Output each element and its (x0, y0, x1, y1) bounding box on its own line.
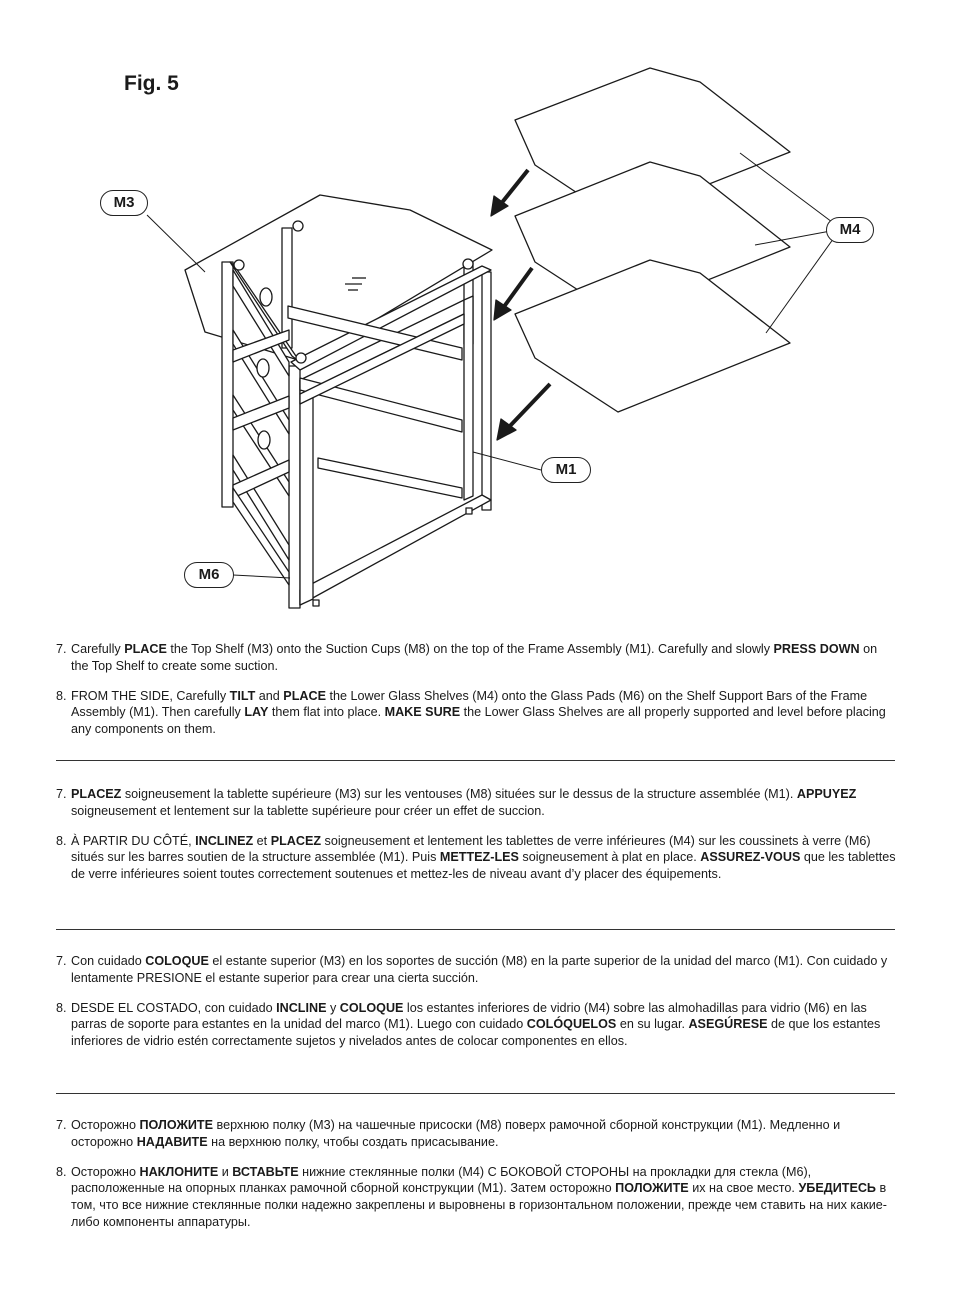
step-text: los estantes inferiores de vidrio (M4) sobre las almohadillas para vidrio (M6) en las parras de soporte para estantes en la unidad del marco (M1). Luego con cuidado (71, 1000, 867, 1032)
step-text: soigneusement la tablette supérieure (M3) sur les ventouses (M8) situées sur le dessus de la structure assemblée (M1). (121, 787, 797, 801)
step-text: Осторожно (71, 1118, 140, 1132)
step-text: на верхнюю полку, чтобы создать присасывание. (207, 1134, 499, 1149)
callout-m6: M6 (184, 562, 234, 588)
step-text: de que los estantes inferiores de vidrio estén correctamente sujetos y nivelados antes de colocar componentes en ellos. (71, 1017, 881, 1049)
step-text: Con cuidado (71, 954, 146, 968)
emphasis-text: PLACE (283, 688, 326, 703)
step-text: Осторожно (71, 1164, 140, 1179)
instruction-step (56, 1164, 896, 1231)
emphasis-text: PRESS DOWN (773, 642, 860, 656)
step-text: Carefully (71, 642, 125, 656)
instruction-step (56, 786, 896, 820)
step-number: 7. (56, 787, 67, 801)
step-text: soigneusement à plat en place. (518, 850, 701, 865)
emphasis-text: INCLINEZ (195, 833, 254, 848)
step-text: FROM THE SIDE, Carefully (71, 688, 230, 703)
instruction-step (56, 953, 896, 987)
emphasis-text: APPUYEZ (796, 787, 857, 801)
emphasis-text: TILT (229, 688, 256, 703)
divider (56, 929, 895, 930)
step-text: y (326, 1000, 340, 1015)
step-text: soigneusement et lentement les tablettes de verre inférieures (M4) sur les coussinets à verre (M6) situés sur les barres soutien de la structure assemblée (M1). Puis (71, 833, 871, 865)
figure-title: Fig. 5 (124, 72, 179, 95)
emphasis-text: LAY (244, 705, 269, 720)
step-text: soigneusement et lentement sur la tablette supérieure pour créer un effet de succion. (71, 803, 545, 818)
step-text: нижние стеклянные полки (M4) С БОКОВОЙ СТОРОНЫ на прокладки для стекла (M6), расположенные на опорных планках рамочной сборной конструкции (M1). Затем осторожно (71, 1164, 812, 1196)
step-text: on the Top Shelf to create some suction. (71, 642, 878, 673)
step-text: À PARTIR DU CÔTÉ, (71, 833, 196, 848)
step-text: and (255, 688, 284, 703)
step-number: 8. (56, 1164, 67, 1179)
step-text: them flat into place. (268, 705, 385, 720)
emphasis-text: MAKE SURE (384, 705, 461, 720)
instruction-step (56, 1117, 896, 1151)
step-number: 8. (56, 1000, 67, 1015)
step-text: que les tablettes de verre inférieures soient toutes correctement soutenues et mettez-les de niveau avant d’y placer des équipements. (71, 850, 896, 882)
emphasis-text: COLÓQUELOS (526, 1017, 617, 1032)
emphasis-text: INCLINE (276, 1000, 327, 1015)
instruction-step (56, 641, 896, 675)
emphasis-text: ASSUREZ-VOUS (700, 850, 801, 865)
step-text: et (253, 833, 271, 848)
emphasis-text: COLOQUE (339, 1000, 404, 1015)
step-text: их на свое место. (688, 1181, 799, 1196)
step-text: DESDE EL COSTADO, con cuidado (71, 1000, 277, 1015)
emphasis-text: ASEGÚRESE (688, 1017, 768, 1032)
callout-m4: M4 (826, 217, 874, 243)
emphasis-text: PLACEZ (71, 787, 122, 801)
step-text: en su lugar. (616, 1017, 689, 1032)
emphasis-text: НАКЛОНИТЕ (139, 1164, 219, 1179)
instruction-step (56, 833, 896, 883)
step-text: и (218, 1164, 233, 1179)
step-text: верхнюю полку (M3) на чашечные присоски (M8) поверх рамочной сборной конструкции (M1). Медленно и осторожно (71, 1118, 841, 1149)
callout-m1: M1 (541, 457, 591, 483)
emphasis-text: PLACE (124, 642, 167, 656)
emphasis-text: COLOQUE (145, 954, 209, 968)
instructions-english (56, 641, 896, 738)
instructions-french (56, 786, 896, 883)
emphasis-text: УБЕДИТЕСЬ (798, 1181, 876, 1196)
step-text: the Lower Glass Shelves (M4) onto the Glass Pads (M6) on the Shelf Support Bars of the Frame Assembly (M1). Then carefully (71, 688, 868, 720)
emphasis-text: PLACEZ (270, 833, 322, 848)
callout-m3: M3 (100, 190, 148, 216)
step-text: el estante superior (M3) en los soportes de succión (M8) en la parte superior de la unidad del marco (M1). Con cuidado y lentamente PRESIONE el estante superior para crear una cierta succión. (71, 954, 888, 985)
emphasis-text: ПОЛОЖИТЕ (139, 1118, 214, 1132)
step-number: 7. (56, 954, 67, 968)
step-text: the Lower Glass Shelves are all properly supported and level before placing any components on them. (71, 705, 886, 737)
step-number: 8. (56, 688, 67, 703)
emphasis-text: METTEZ-LES (439, 850, 519, 865)
emphasis-text: ПОЛОЖИТЕ (615, 1181, 689, 1196)
step-text: в том, что все нижние стеклянные полки надежно закреплены и выровнены в горизонтальном положении, прежде чем ставить на них какие-либо компоненты аппаратуры. (71, 1181, 887, 1229)
assembly-illustration (0, 0, 954, 630)
instruction-step (56, 688, 896, 738)
assembly-figure (0, 0, 954, 630)
instruction-step (56, 1000, 896, 1050)
emphasis-text: ВСТАВЬТЕ (232, 1164, 299, 1179)
instructions-spanish (56, 953, 896, 1050)
instructions-russian (56, 1117, 896, 1231)
emphasis-text: НАДАВИТЕ (136, 1134, 208, 1149)
step-number: 7. (56, 1118, 67, 1132)
step-number: 8. (56, 833, 67, 848)
divider (56, 760, 895, 761)
step-number: 7. (56, 642, 67, 656)
step-text: the Top Shelf (M3) onto the Suction Cups (M8) on the top of the Frame Assembly (M1). Carefully and slowly (166, 642, 774, 656)
divider (56, 1093, 895, 1094)
lower-glass-shelves-m4 (515, 68, 790, 412)
